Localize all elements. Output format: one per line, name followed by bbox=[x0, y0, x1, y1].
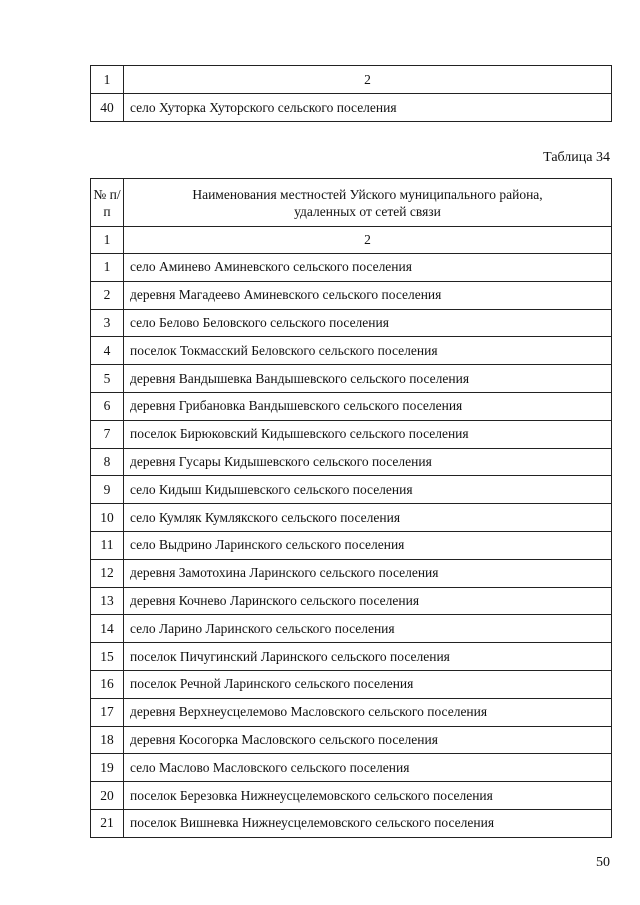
row-number: 9 bbox=[91, 476, 124, 504]
table-row bbox=[91, 448, 612, 476]
row-number: 3 bbox=[91, 309, 124, 337]
row-number: 2 bbox=[91, 281, 124, 309]
row-number: 6 bbox=[91, 392, 124, 420]
row-number: 8 bbox=[91, 448, 124, 476]
table-row bbox=[91, 420, 612, 448]
row-number: 5 bbox=[91, 365, 124, 393]
row-number: 10 bbox=[91, 504, 124, 532]
table-row bbox=[91, 809, 612, 837]
row-locality: деревня Верхнеусцелемово Масловского сельского поселения bbox=[124, 698, 612, 726]
column-number-cell: 1 bbox=[91, 66, 124, 94]
row-number: 4 bbox=[91, 337, 124, 365]
row-locality: деревня Гусары Кидышевского сельского поселения bbox=[124, 448, 612, 476]
continuation-table bbox=[90, 65, 612, 122]
page-number: 50 bbox=[596, 855, 610, 870]
table-row bbox=[91, 309, 612, 337]
row-number: 7 bbox=[91, 420, 124, 448]
row-locality: деревня Косогорка Масловского сельского поселения bbox=[124, 726, 612, 754]
row-locality: село Кидыш Кидышевского сельского поселения bbox=[124, 476, 612, 504]
row-locality: село Кумляк Кумлякского сельского поселения bbox=[124, 504, 612, 532]
row-locality: село Выдрино Ларинского сельского поселения bbox=[124, 531, 612, 559]
row-number: 14 bbox=[91, 615, 124, 643]
row-number: 11 bbox=[91, 531, 124, 559]
table-row bbox=[91, 531, 612, 559]
table-row bbox=[91, 698, 612, 726]
header-number: № п/п bbox=[91, 179, 124, 227]
table-row bbox=[91, 337, 612, 365]
table-row bbox=[91, 559, 612, 587]
column-number-cell: 1 bbox=[91, 227, 124, 254]
header-title: Наименования местностей Уйского муниципального района, удаленных от сетей связи bbox=[124, 179, 612, 227]
row-locality: поселок Бирюковский Кидышевского сельского поселения bbox=[124, 420, 612, 448]
table-caption: Таблица 34 bbox=[543, 150, 610, 165]
row-locality: деревня Грибановка Вандышевского сельского поселения bbox=[124, 392, 612, 420]
row-locality: деревня Кочнево Ларинского сельского поселения bbox=[124, 587, 612, 615]
table-header-row bbox=[91, 179, 612, 227]
row-locality: поселок Вишневка Нижнеусцелемовского сельского поселения bbox=[124, 809, 612, 837]
localities-table bbox=[90, 178, 612, 838]
table-row bbox=[91, 726, 612, 754]
row-number: 15 bbox=[91, 643, 124, 671]
row-number: 17 bbox=[91, 698, 124, 726]
table-row bbox=[91, 670, 612, 698]
row-locality: деревня Магадеево Аминевского сельского поселения bbox=[124, 281, 612, 309]
row-locality: село Белово Беловского сельского поселения bbox=[124, 309, 612, 337]
row-locality: село Хуторка Хуторского сельского поселения bbox=[124, 94, 612, 122]
row-locality: поселок Токмасский Беловского сельского поселения bbox=[124, 337, 612, 365]
row-locality: поселок Пичугинский Ларинского сельского поселения bbox=[124, 643, 612, 671]
column-number-cell: 2 bbox=[124, 66, 612, 94]
row-number: 13 bbox=[91, 587, 124, 615]
row-locality: деревня Вандышевка Вандышевского сельского поселения bbox=[124, 365, 612, 393]
row-number: 21 bbox=[91, 809, 124, 837]
row-number: 19 bbox=[91, 754, 124, 782]
row-locality: деревня Замотохина Ларинского сельского поселения bbox=[124, 559, 612, 587]
row-number: 1 bbox=[91, 254, 124, 282]
row-number: 40 bbox=[91, 94, 124, 122]
table-row bbox=[91, 476, 612, 504]
table-row bbox=[91, 392, 612, 420]
table-row bbox=[91, 643, 612, 671]
table-row bbox=[91, 365, 612, 393]
table-row bbox=[91, 615, 612, 643]
table-row bbox=[91, 254, 612, 282]
table-row bbox=[91, 782, 612, 810]
table-row bbox=[91, 754, 612, 782]
table-row bbox=[91, 94, 612, 122]
column-number-row bbox=[91, 227, 612, 254]
row-locality: село Ларино Ларинского сельского поселения bbox=[124, 615, 612, 643]
row-number: 20 bbox=[91, 782, 124, 810]
row-locality: поселок Березовка Нижнеусцелемовского сельского поселения bbox=[124, 782, 612, 810]
table-row bbox=[91, 504, 612, 532]
row-locality: поселок Речной Ларинского сельского поселения bbox=[124, 670, 612, 698]
table-row bbox=[91, 281, 612, 309]
row-number: 16 bbox=[91, 670, 124, 698]
row-locality: село Маслово Масловского сельского поселения bbox=[124, 754, 612, 782]
column-number-row bbox=[91, 66, 612, 94]
row-number: 18 bbox=[91, 726, 124, 754]
row-number: 12 bbox=[91, 559, 124, 587]
row-locality: село Аминево Аминевского сельского поселения bbox=[124, 254, 612, 282]
column-number-cell: 2 bbox=[124, 227, 612, 254]
table-row bbox=[91, 587, 612, 615]
